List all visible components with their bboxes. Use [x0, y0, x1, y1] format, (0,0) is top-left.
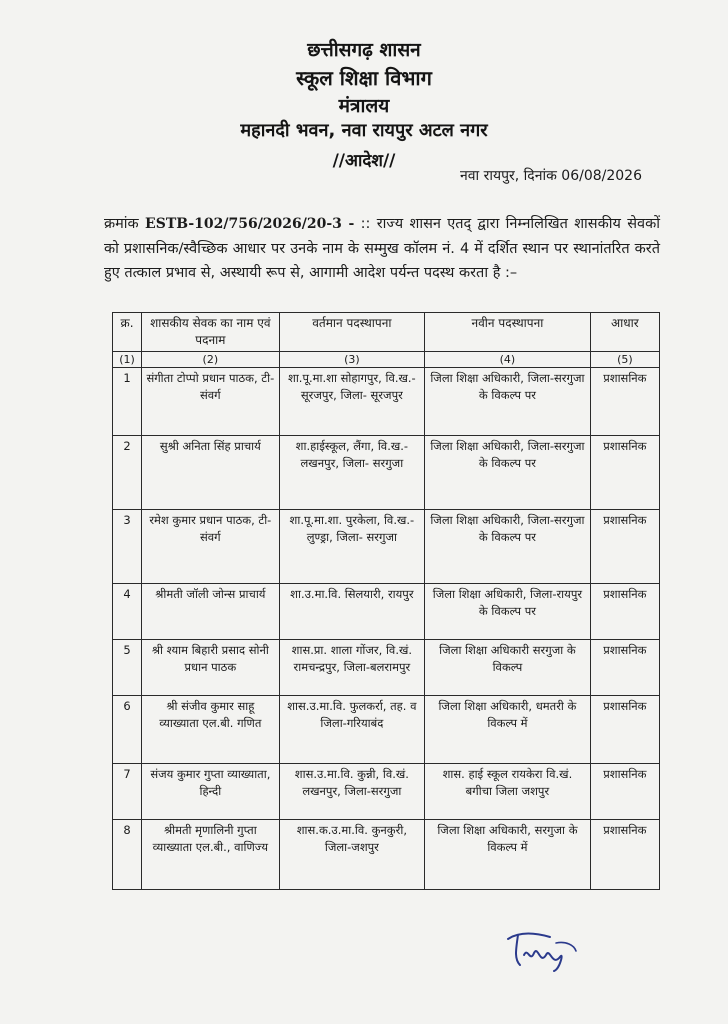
cell-current: शास.उ.मा.वि. फुलकर्रा, तह. व जिला-गरियाबंद: [279, 696, 425, 764]
table-row: [113, 696, 660, 764]
cell-basis: प्रशासनिक: [590, 368, 659, 436]
table-row: [113, 640, 660, 696]
header-address: महानदी भवन, नवा रायपुर अटल नगर: [240, 120, 488, 141]
header-department: स्कूल शिक्षा विभाग: [296, 66, 432, 90]
cell-sn: 4: [113, 584, 142, 640]
table-row: [113, 584, 660, 640]
col-header-sn: क्र.: [113, 313, 142, 352]
signature-image: [500, 925, 580, 975]
cell-current: शा.पू.मा.शा सोहागपुर, वि.ख.- सूरजपुर, जिला- सूरजपुर: [279, 368, 425, 436]
header-state: छत्तीसगढ़ शासन: [307, 39, 421, 61]
cell-new: जिला शिक्षा अधिकारी, जिला-सरगुजा के विकल्प पर: [425, 368, 591, 436]
col-number: (4): [425, 352, 591, 368]
dateline: नवा रायपुर, दिनांक 06/08/2026: [459, 168, 642, 184]
order-paragraph: [104, 212, 660, 286]
col-number: (2): [142, 352, 280, 368]
cell-current: शा.हाईस्कूल, लैंगा, वि.ख.- लखनपुर, जिला- सरगुजा: [279, 436, 425, 510]
cell-name: श्री श्याम बिहारी प्रसाद सोनी प्रधान पाठक: [142, 640, 280, 696]
cell-sn: 8: [113, 820, 142, 890]
cell-name: संजय कुमार गुप्ता व्याख्याता, हिन्दी: [142, 764, 280, 820]
cell-name: श्रीमती जॉली जोन्स प्राचार्य: [142, 584, 280, 640]
order-title: //आदेश//: [332, 151, 396, 171]
table-row: [113, 764, 660, 820]
cell-new: जिला शिक्षा अधिकारी सरगुजा के विकल्प: [425, 640, 591, 696]
cell-basis: प्रशासनिक: [590, 764, 659, 820]
cell-basis: प्रशासनिक: [590, 820, 659, 890]
cell-name: रमेश कुमार प्रधान पाठक, टी-संवर्ग: [142, 510, 280, 584]
reference-number: ESTB-102/756/2026/20-3 -: [145, 216, 355, 232]
cell-current: शा.पू.मा.शा. पुरकेला, वि.ख.- लुण्ड्रा, जिला- सरगुजा: [279, 510, 425, 584]
cell-new: शास. हाई स्कूल रायकेरा वि.खं. बगीचा जिला जशपुर: [425, 764, 591, 820]
reference-body: :: राज्य शासन एतद् द्वारा निम्नलिखित शासकीय सेवकों को प्रशासनिक/स्वैच्छिक आधार पर उनके नाम के सम्मुख कॉलम नं. 4 में दर्शित स्थान पर स्थानांतरित करते हुए तत्काल प्रभाव से, अस्थायी रूप से, आगामी आदेश पर्यन्त पदस्थ करता है :–: [104, 216, 660, 281]
cell-name: संगीता टोप्पो प्रधान पाठक, टी-संवर्ग: [142, 368, 280, 436]
col-number: (3): [279, 352, 425, 368]
cell-sn: 5: [113, 640, 142, 696]
cell-name: श्रीमती मृणालिनी गुप्ता व्याख्याता एल.बी., वाणिज्य: [142, 820, 280, 890]
col-header-new: नवीन पदस्थापना: [425, 313, 591, 352]
reference-prefix: क्रमांक: [104, 216, 146, 232]
cell-basis: प्रशासनिक: [590, 696, 659, 764]
cell-sn: 3: [113, 510, 142, 584]
table-row: [113, 820, 660, 890]
cell-current: शास.उ.मा.वि. कुन्नी, वि.खं. लखनपुर, जिला-सरगुजा: [279, 764, 425, 820]
cell-sn: 7: [113, 764, 142, 820]
cell-new: जिला शिक्षा अधिकारी, जिला-सरगुजा के विकल्प पर: [425, 436, 591, 510]
table-row: [113, 510, 660, 584]
cell-new: जिला शिक्षा अधिकारी, धमतरी के विकल्प में: [425, 696, 591, 764]
cell-basis: प्रशासनिक: [590, 584, 659, 640]
cell-sn: 2: [113, 436, 142, 510]
cell-new: जिला शिक्षा अधिकारी, जिला-सरगुजा के विकल्प पर: [425, 510, 591, 584]
col-header-basis: आधार: [590, 313, 659, 352]
transfer-table: [112, 312, 660, 890]
cell-new: जिला शिक्षा अधिकारी, सरगुजा के विकल्प में: [425, 820, 591, 890]
col-header-current: वर्तमान पदस्थापना: [279, 313, 425, 352]
cell-sn: 1: [113, 368, 142, 436]
cell-basis: प्रशासनिक: [590, 510, 659, 584]
cell-name: श्री संजीव कुमार साहू व्याख्याता एल.बी. गणित: [142, 696, 280, 764]
cell-name: सुश्री अनिता सिंह प्राचार्य: [142, 436, 280, 510]
header-ministry: मंत्रालय: [338, 95, 390, 117]
cell-current: शा.उ.मा.वि. सिलयारी, रायपुर: [279, 584, 425, 640]
col-number: (1): [113, 352, 142, 368]
cell-current: शास.क.उ.मा.वि. कुनकुरी, जिला-जशपुर: [279, 820, 425, 890]
cell-new: जिला शिक्षा अधिकारी, जिला-रायपुर के विकल्प पर: [425, 584, 591, 640]
table-row: [113, 368, 660, 436]
col-number: (5): [590, 352, 659, 368]
table-body: [113, 368, 660, 890]
cell-basis: प्रशासनिक: [590, 640, 659, 696]
cell-current: शास.प्रा. शाला गोंजर, वि.खं. रामचन्द्रपुर, जिला-बलरामपुर: [279, 640, 425, 696]
cell-basis: प्रशासनिक: [590, 436, 659, 510]
col-header-name: शासकीय सेवक का नाम एवं पदनाम: [142, 313, 280, 352]
table-row: [113, 436, 660, 510]
cell-sn: 6: [113, 696, 142, 764]
